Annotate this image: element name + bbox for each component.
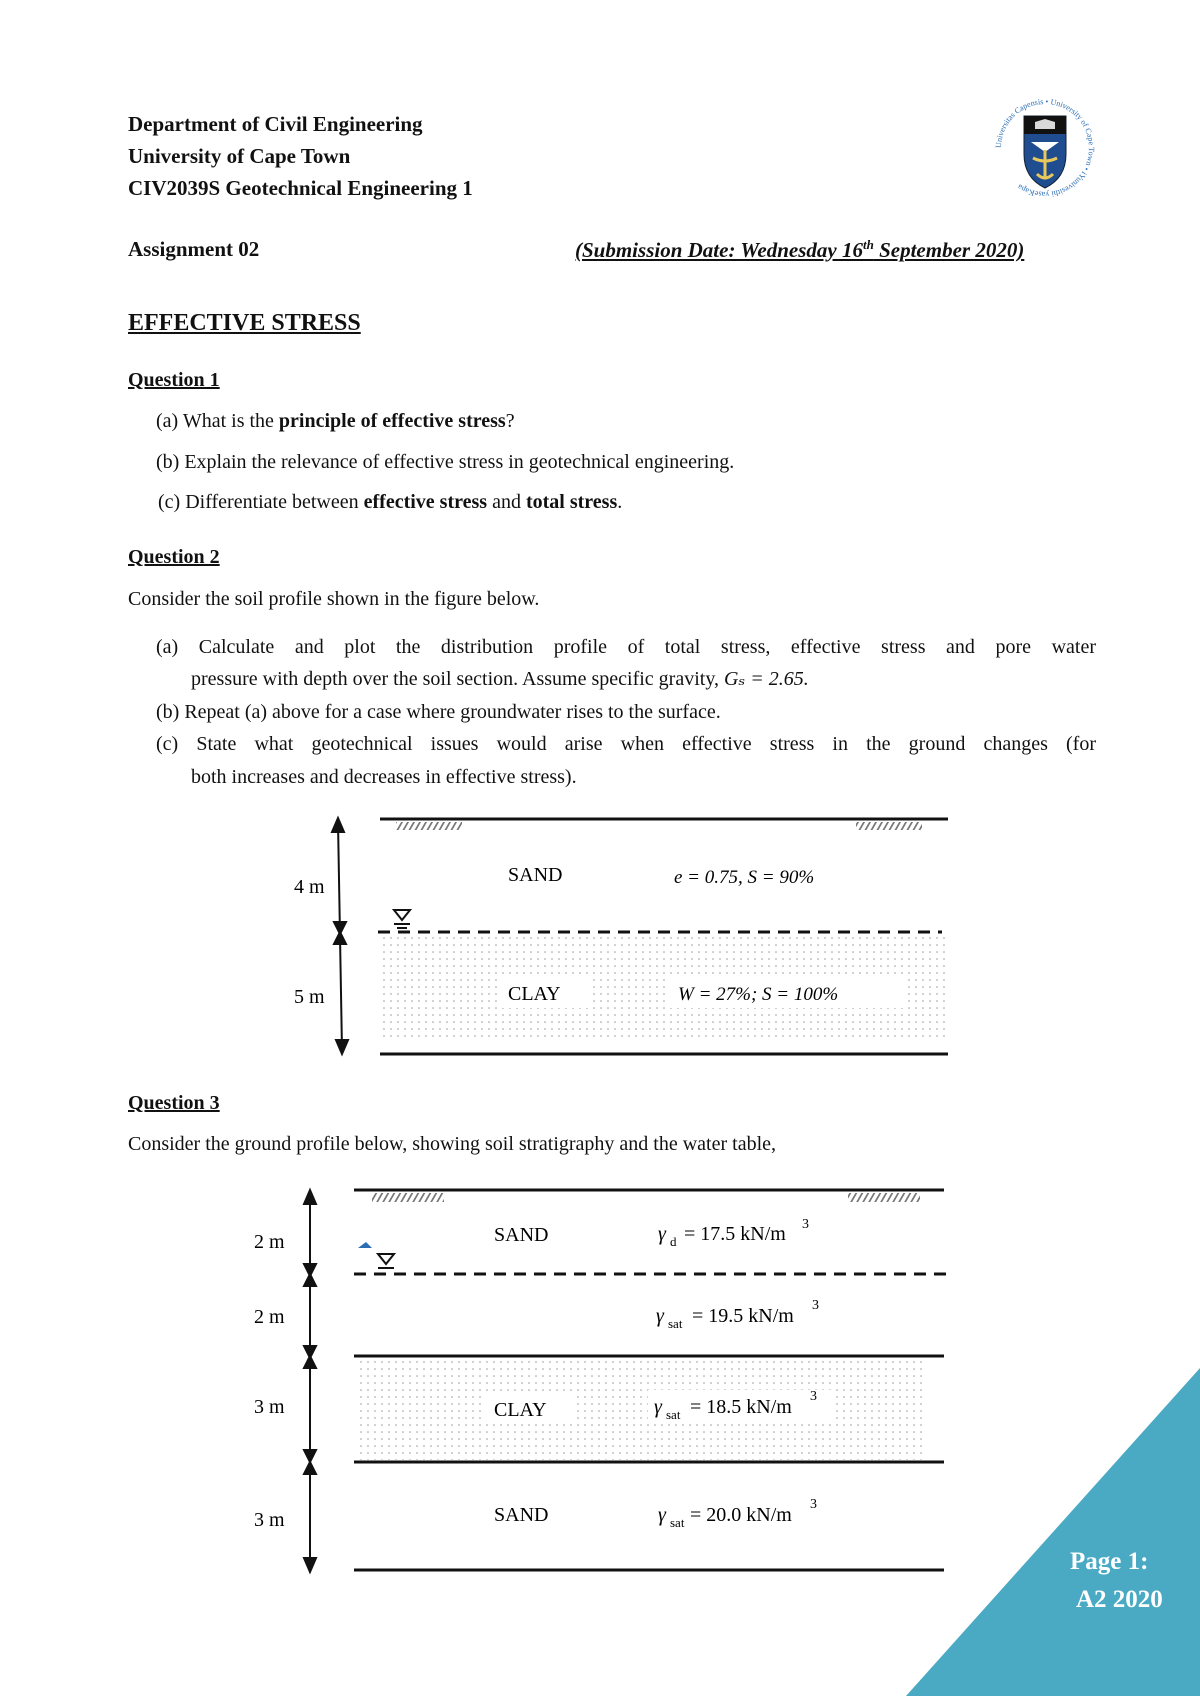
svg-text:= 18.5 kN/m: = 18.5 kN/m xyxy=(690,1396,792,1418)
q3-layer3-name: CLAY xyxy=(494,1399,547,1421)
svg-text:3: 3 xyxy=(810,1497,817,1512)
q3-layer4-name: SAND xyxy=(494,1504,549,1526)
svg-text:γ: γ xyxy=(654,1396,662,1418)
q1-part-b: (b) Explain the relevance of effective stress in geotechnical engineering. xyxy=(156,451,735,473)
q2-layer2-properties: W = 27%; S = 100% xyxy=(678,984,839,1005)
svg-text:3: 3 xyxy=(802,1217,809,1232)
q3-unit-weight-1 xyxy=(658,1217,809,1249)
corner-triangle-decoration xyxy=(906,1368,1200,1696)
svg-text:3: 3 xyxy=(812,1298,819,1313)
q3-layer1-name: SAND xyxy=(494,1224,549,1246)
svg-text:γ: γ xyxy=(656,1305,664,1327)
ground-hatch-left xyxy=(396,822,462,830)
q3-depth-1: 2 m xyxy=(254,1231,285,1253)
ground-hatch-right xyxy=(856,822,922,830)
q2-layer1-name: SAND xyxy=(508,864,563,886)
q3-intro: Consider the ground profile below, showing soil stratigraphy and the water table, xyxy=(128,1133,776,1155)
question-2-heading: Question 2 xyxy=(128,546,220,568)
svg-text:d: d xyxy=(670,1234,677,1249)
section-title: EFFECTIVE STRESS xyxy=(128,310,361,336)
q2-intro: Consider the soil profile shown in the figure below. xyxy=(128,588,540,610)
q2-part-a-line1: (a) Calculate and plot the distribution profile of total stress, effective stress and pore water xyxy=(156,636,1096,658)
water-table-icon xyxy=(394,910,410,928)
svg-text:sat: sat xyxy=(666,1407,681,1422)
seal-ring-text: Universitas Capensis • University of Cape Town • iYunivesithi yaseKapa xyxy=(993,96,1097,200)
uct-seal-logo xyxy=(988,92,1102,204)
assignment-label: Assignment 02 xyxy=(128,237,260,261)
q3-unit-weight-4 xyxy=(658,1497,817,1530)
question-1-heading: Question 1 xyxy=(128,369,220,391)
q3-depth-4: 3 m xyxy=(254,1509,285,1531)
q3-depth-2: 2 m xyxy=(254,1306,285,1328)
svg-text:= 17.5 kN/m: = 17.5 kN/m xyxy=(684,1223,786,1245)
q3-ground-profile-figure xyxy=(240,1178,960,1578)
svg-text:γ: γ xyxy=(658,1223,666,1245)
submission-date: (Submission Date: Wednesday 16th September 2020) xyxy=(575,237,1025,262)
svg-text:= 20.0 kN/m: = 20.0 kN/m xyxy=(690,1504,792,1526)
q2-layer1-properties: e = 0.75, S = 90% xyxy=(674,867,815,888)
department-line: Department of Civil Engineering xyxy=(128,112,423,136)
q2-layer2-name: CLAY xyxy=(508,983,561,1005)
q1-part-c: (c) Differentiate between effective stress and total stress. xyxy=(158,491,623,513)
q3-unit-weight-2 xyxy=(656,1298,819,1331)
svg-text:sat: sat xyxy=(670,1515,685,1530)
svg-text:= 19.5 kN/m: = 19.5 kN/m xyxy=(692,1305,794,1327)
depth-dimension-arrows xyxy=(332,818,348,1054)
q2-part-c-line1: (c) State what geotechnical issues would arise when effective stress in the ground changes (for xyxy=(156,733,1096,755)
q2-depth-4m: 4 m xyxy=(294,876,325,898)
q3-clay-layer-fill xyxy=(356,1358,922,1460)
q3-depth-dimension-arrows xyxy=(304,1190,316,1572)
q3-ground-hatch-right xyxy=(848,1193,920,1202)
svg-text:3: 3 xyxy=(810,1389,817,1404)
university-line: University of Cape Town xyxy=(128,144,351,168)
q2-part-b: (b) Repeat (a) above for a case where groundwater rises to the surface. xyxy=(156,701,721,723)
svg-text:sat: sat xyxy=(668,1316,683,1331)
page-label-line1: Page 1: xyxy=(1070,1548,1149,1575)
q3-water-table-icon xyxy=(358,1242,394,1268)
q2-part-a-line2: pressure with depth over the soil section. Assume specific gravity, Gₛ = 2.65. xyxy=(191,668,809,690)
q2-depth-5m: 5 m xyxy=(294,986,325,1008)
q3-depth-3: 3 m xyxy=(254,1396,285,1418)
question-3-heading: Question 3 xyxy=(128,1092,220,1114)
page-label-line2: A2 2020 xyxy=(1076,1586,1163,1613)
q2-soil-profile-figure xyxy=(270,810,960,1060)
q3-ground-hatch-left xyxy=(372,1193,444,1202)
q2-part-c-line2: both increases and decreases in effective stress). xyxy=(191,766,577,788)
q1-part-a: (a) What is the principle of effective stress? xyxy=(156,410,515,432)
course-line: CIV2039S Geotechnical Engineering 1 xyxy=(128,176,473,200)
svg-text:γ: γ xyxy=(658,1504,666,1526)
